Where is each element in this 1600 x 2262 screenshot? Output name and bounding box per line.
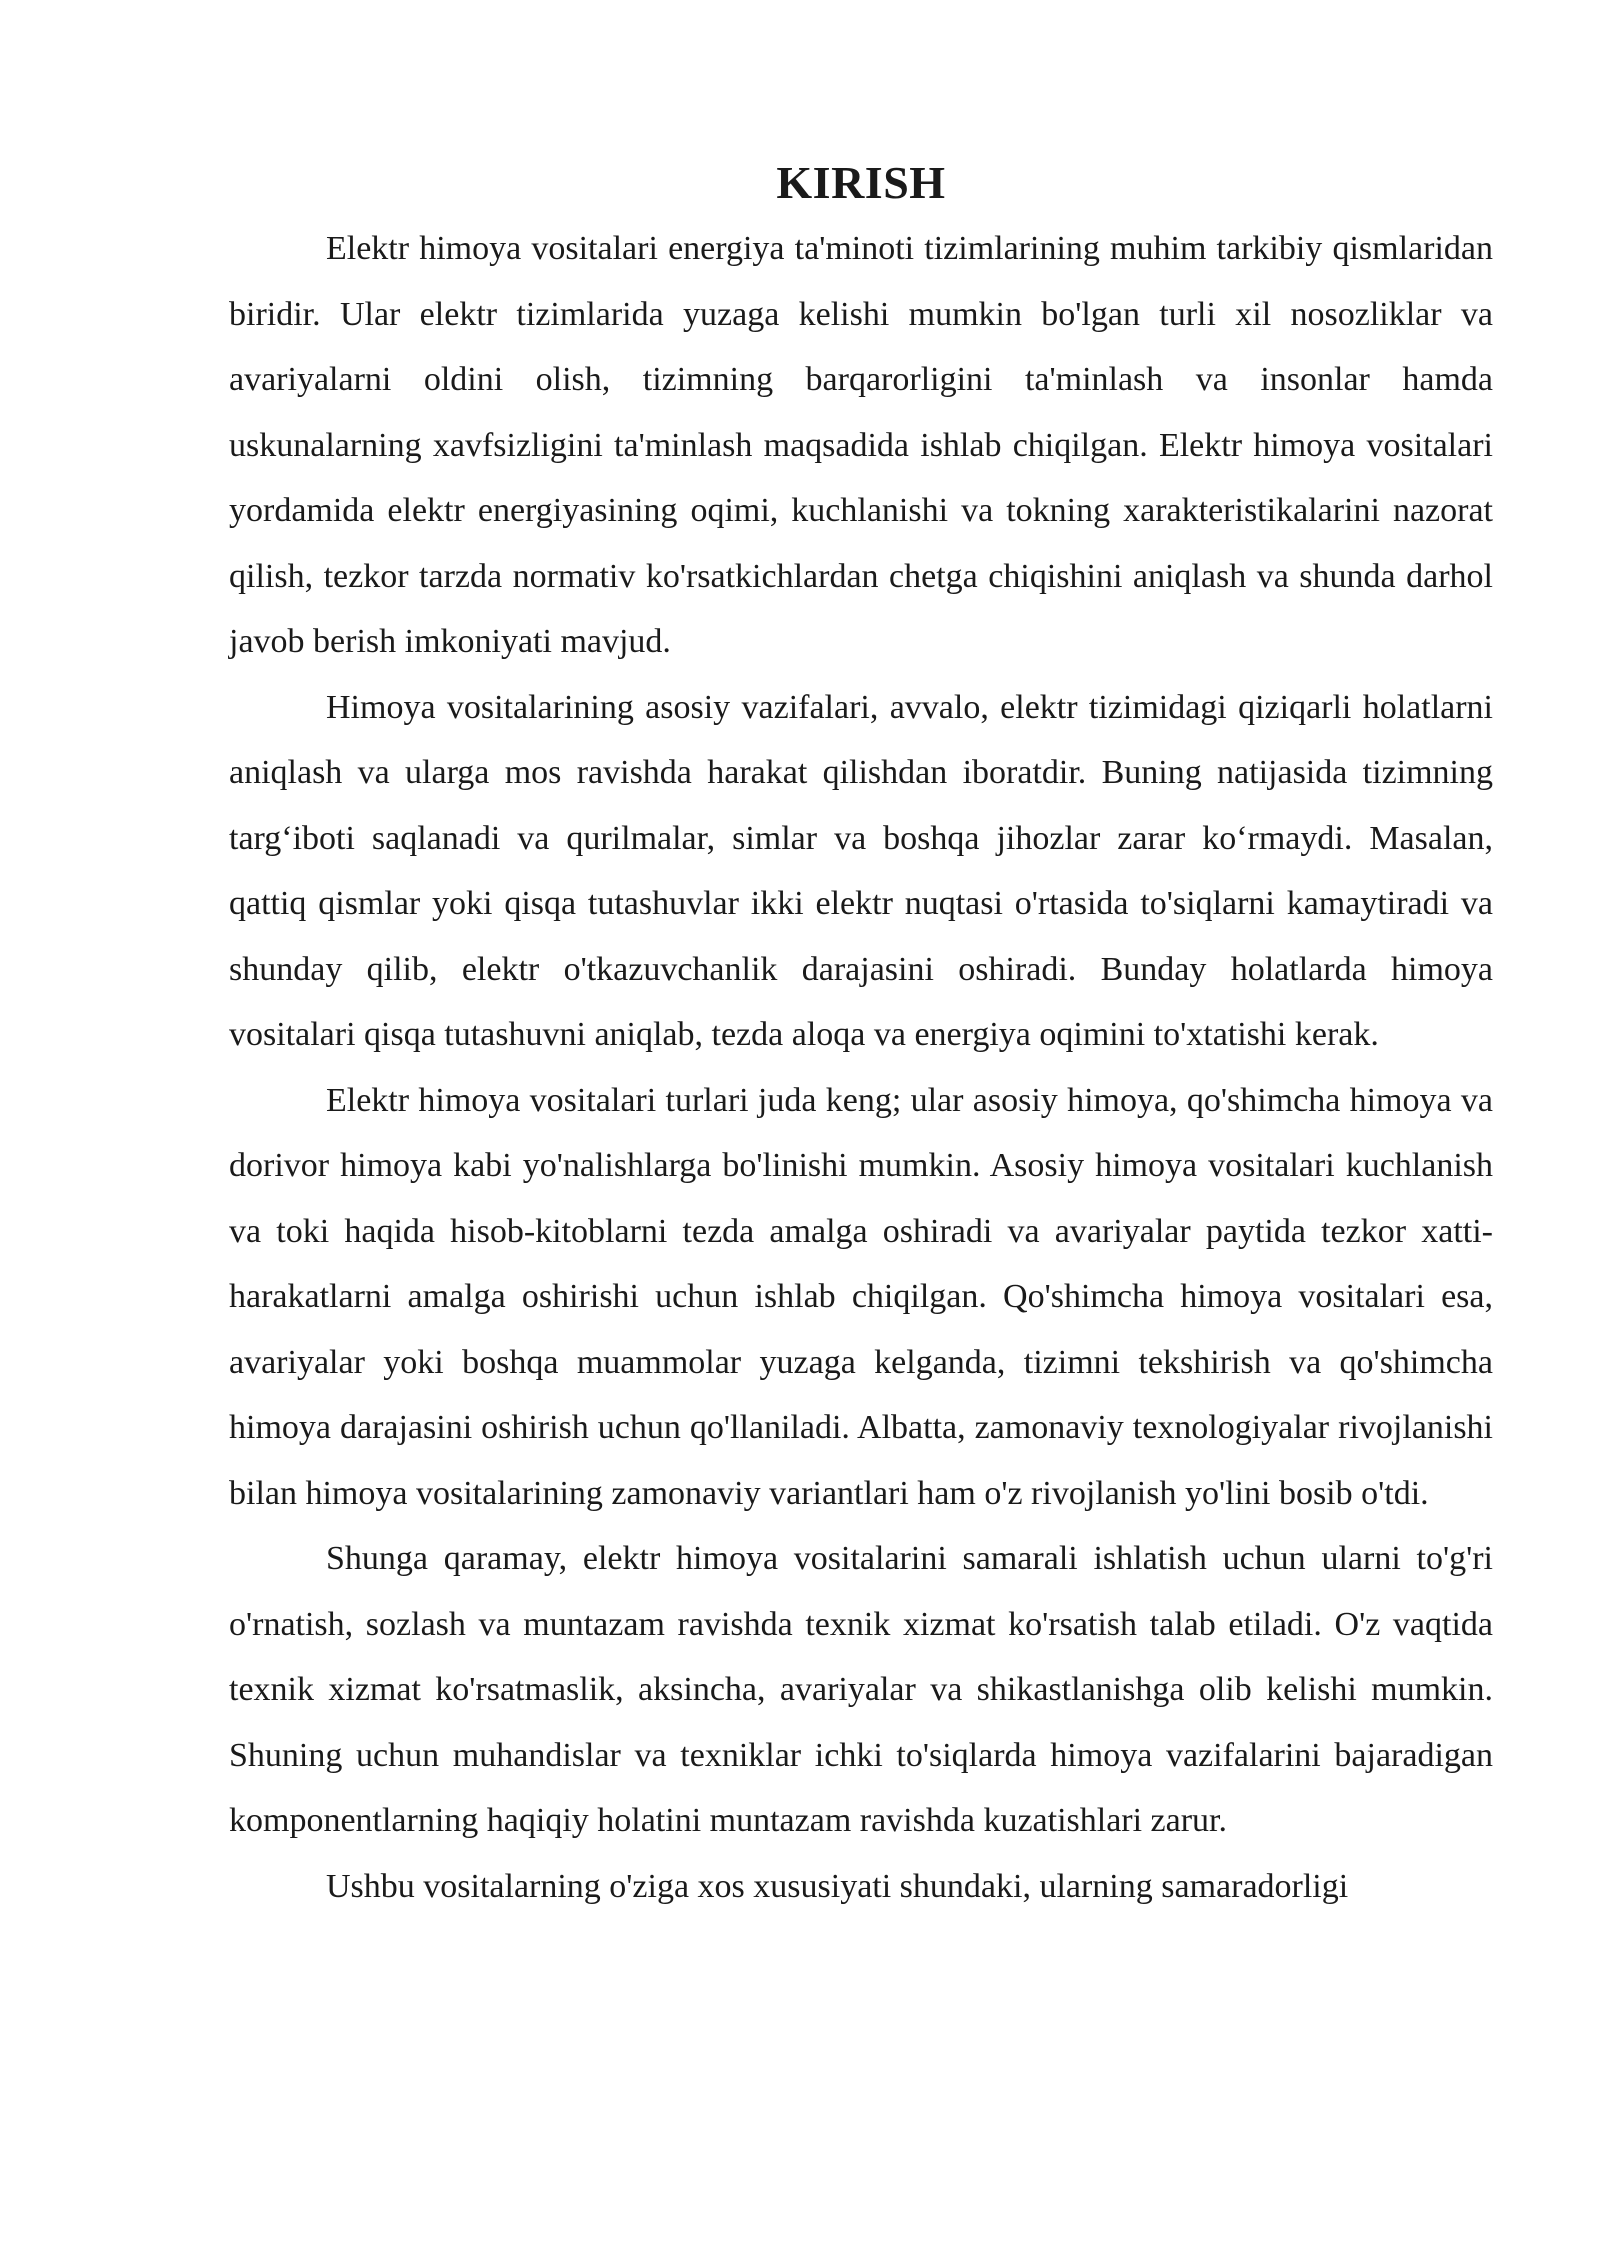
- paragraph-2: Himoya vositalarining asosiy vazifalari, avvalo, elektr tizimidagi qiziqarli holatlarni aniqlash va ularga mos ravishda harakat qilishdan iboratdir. Buning natijasida tizimning targ‘iboti saqlanadi va qurilmalar, simlar va boshqa jihozlar zarar ko‘rmaydi. Masalan, qattiq qismlar yoki qisqa tutashuvlar ikki elektr nuqtasi o'rtasida to'siqlarni kamaytiradi va shunday qilib, elektr o'tkazuvchanlik darajasini oshiradi. Bunday holatlarda himoya vositalari qisqa tutashuvni aniqlab, tezda aloqa va energiya oqimini to'xtatishi kerak.: [229, 688, 1493, 1053]
- paragraph-1: Elektr himoya vositalari energiya ta'minoti tizimlarining muhim tarkibiy qismlaridan biridir. Ular elektr tizimlarida yuzaga kelishi mumkin bo'lgan turli xil nosozliklar va avariyalarni oldini olish, tizimning barqarorligini ta'minlash va insonlar hamda uskunalarning xavfsizligini ta'minlash maqsadida ishlab chiqilgan. Elektr himoya vositalari yordamida elektr energiyasining oqimi, kuchlanishi va tokning xarakteristikalarini nazorat qilish, tezkor tarzda normativ ko'rsatkichlardan chetga chiqishini aniqlash va shunda darhol javob berish imkoniyati mavjud.: [229, 230, 1493, 660]
- paragraph-4: Shunga qaramay, elektr himoya vositalarini samarali ishlatish uchun ularni to'g'ri o'rnatish, sozlash va muntazam ravishda texnik xizmat ko'rsatish talab etiladi. O'z vaqtida texnik xizmat ko'rsatmaslik, aksincha, avariyalar va shikastlanishga olib kelishi mumkin. Shuning uchun muhandislar va texniklar ichki to'siqlarda himoya vazifalarini bajaradigan komponentlarning haqiqiy holatini muntazam ravishda kuzatishlari zarur.: [229, 1540, 1493, 1839]
- page-title: KIRISH: [776, 157, 946, 208]
- paragraph-5: Ushbu vositalarning o'ziga xos xususiyati shundaki, ularning samaradorligi: [326, 1867, 1349, 1905]
- document-page: [229, 150, 1493, 1919]
- paragraph-3: Elektr himoya vositalari turlari juda keng; ular asosiy himoya, qo'shimcha himoya va dorivor himoya kabi yo'nalishlarga bo'linishi mumkin. Asosiy himoya vositalari kuchlanish va toki haqida hisob-kitoblarni tezda amalga oshiradi va avariyalar paytida tezkor xatti-harakatlarni amalga oshirishi uchun ishlab chiqilgan. Qo'shimcha himoya vositalari esa, avariyalar yoki boshqa muammolar yuzaga kelganda, tizimni tekshirish va qo'shimcha himoya darajasini oshirish uchun qo'llaniladi. Albatta, zamonaviy texnologiyalar rivojlanishi bilan himoya vositalarining zamonaviy variantlari ham o'z rivojlanish yo'lini bosib o'tdi.: [229, 1081, 1493, 1512]
